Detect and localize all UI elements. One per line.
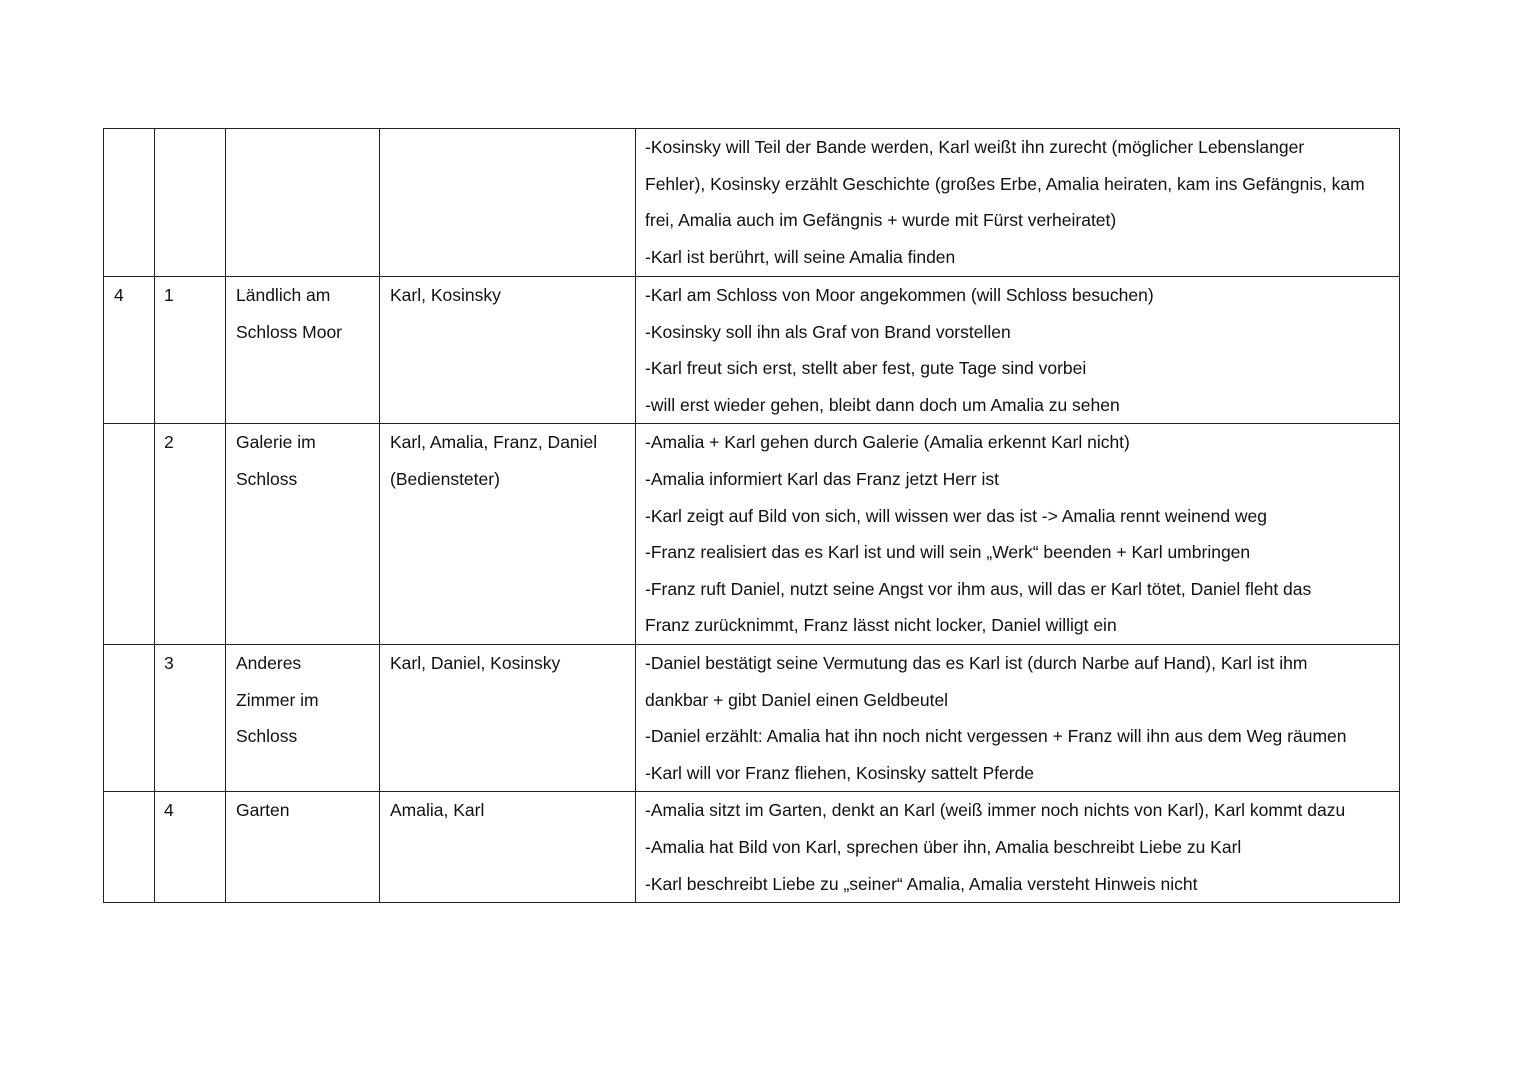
location-line: Zimmer im	[236, 689, 319, 710]
content-line: -Karl am Schloss von Moor angekommen (will Schloss besuchen)	[645, 285, 1154, 305]
content-line: -Franz ruft Daniel, nutzt seine Angst vor ihm aus, will das er Karl tötet, Daniel fleht das	[645, 578, 1312, 599]
content-cell	[636, 792, 1400, 903]
content-cell	[636, 129, 1400, 277]
content-line: Fehler), Kosinsky erzählt Geschichte (großes Erbe, Amalia heiraten, kam ins Gefängnis, kam	[645, 173, 1365, 194]
content-line: -Daniel erzählt: Amalia hat ihn noch nicht vergessen + Franz will ihn aus dem Weg räumen	[645, 726, 1347, 747]
content-cell	[636, 644, 1400, 791]
content-line: Franz zurücknimmt, Franz lässt nicht locker, Daniel willigt ein	[645, 615, 1117, 636]
content-line: -Amalia hat Bild von Karl, sprechen über ihn, Amalia beschreibt Liebe zu Karl	[645, 836, 1242, 857]
content-line: -Amalia + Karl gehen durch Galerie (Amalia erkennt Karl nicht)	[645, 432, 1130, 453]
table-row	[104, 792, 1400, 903]
location-line: Schloss	[236, 726, 298, 747]
scene-cell	[155, 792, 226, 903]
content-line: -Kosinsky will Teil der Bande werden, Karl weißt ihn zurecht (möglicher Lebenslanger	[645, 137, 1305, 157]
act-cell	[104, 792, 155, 903]
content-line: -Karl freut sich erst, stellt aber fest, gute Tage sind vorbei	[645, 358, 1087, 379]
location-line: Schloss	[236, 468, 298, 489]
location-line: Garten	[236, 800, 290, 821]
act-cell	[104, 129, 155, 277]
location-cell	[226, 644, 380, 791]
scene-number: 4	[164, 800, 174, 821]
characters-line: Amalia, Karl	[390, 800, 485, 821]
scene-number: 1	[164, 285, 174, 305]
table-row	[104, 277, 1400, 424]
scene-cell	[155, 129, 226, 277]
content-line: -Karl will vor Franz fliehen, Kosinsky sattelt Pferde	[645, 762, 1035, 783]
location-cell	[226, 792, 380, 903]
scene-number: 3	[164, 652, 174, 673]
content-line: frei, Amalia auch im Gefängnis + wurde mit Fürst verheiratet)	[645, 210, 1117, 231]
characters-cell	[380, 277, 636, 424]
content-line: -Daniel bestätigt seine Vermutung das es Karl ist (durch Narbe auf Hand), Karl ist ihm	[645, 652, 1308, 673]
act-cell	[104, 644, 155, 791]
content-line: -Franz realisiert das es Karl ist und will sein „Werk“ beenden + Karl umbringen	[645, 542, 1251, 563]
characters-line: Karl, Daniel, Kosinsky	[390, 652, 561, 673]
content-line: -Karl ist berührt, will seine Amalia finden	[645, 246, 956, 267]
act-cell	[104, 424, 155, 645]
location-line: Galerie im	[236, 432, 316, 453]
location-line: Schloss Moor	[236, 321, 343, 342]
document-page	[103, 128, 1399, 903]
characters-cell	[380, 792, 636, 903]
characters-cell	[380, 129, 636, 277]
table-row	[104, 129, 1400, 277]
location-line: Ländlich am	[236, 285, 331, 305]
scene-cell	[155, 424, 226, 645]
content-cell	[636, 277, 1400, 424]
scene-cell	[155, 644, 226, 791]
characters-cell	[380, 424, 636, 645]
location-cell	[226, 424, 380, 645]
content-cell	[636, 424, 1400, 645]
table-row	[104, 424, 1400, 645]
content-line: -will erst wieder gehen, bleibt dann doch um Amalia zu sehen	[645, 394, 1120, 415]
location-cell	[226, 129, 380, 277]
scene-number: 2	[164, 432, 174, 453]
content-line: -Karl beschreibt Liebe zu „seiner“ Amalia, Amalia versteht Hinweis nicht	[645, 873, 1198, 894]
table-row	[104, 644, 1400, 791]
characters-line: Karl, Amalia, Franz, Daniel	[390, 432, 598, 453]
characters-line: Karl, Kosinsky	[390, 285, 501, 305]
scene-table	[103, 128, 1400, 903]
scene-cell	[155, 277, 226, 424]
characters-cell	[380, 644, 636, 791]
location-line: Anderes	[236, 652, 302, 673]
act-number: 4	[114, 285, 124, 305]
content-line: -Karl zeigt auf Bild von sich, will wissen wer das ist -> Amalia rennt weinend weg	[645, 505, 1268, 526]
content-line: -Amalia sitzt im Garten, denkt an Karl (weiß immer noch nichts von Karl), Karl kommt dazu	[645, 800, 1346, 821]
content-line: dankbar + gibt Daniel einen Geldbeutel	[645, 689, 949, 710]
content-line: -Amalia informiert Karl das Franz jetzt Herr ist	[645, 468, 999, 489]
act-cell	[104, 277, 155, 424]
characters-line: (Bediensteter)	[390, 468, 500, 489]
content-line: -Kosinsky soll ihn als Graf von Brand vorstellen	[645, 321, 1011, 342]
location-cell	[226, 277, 380, 424]
